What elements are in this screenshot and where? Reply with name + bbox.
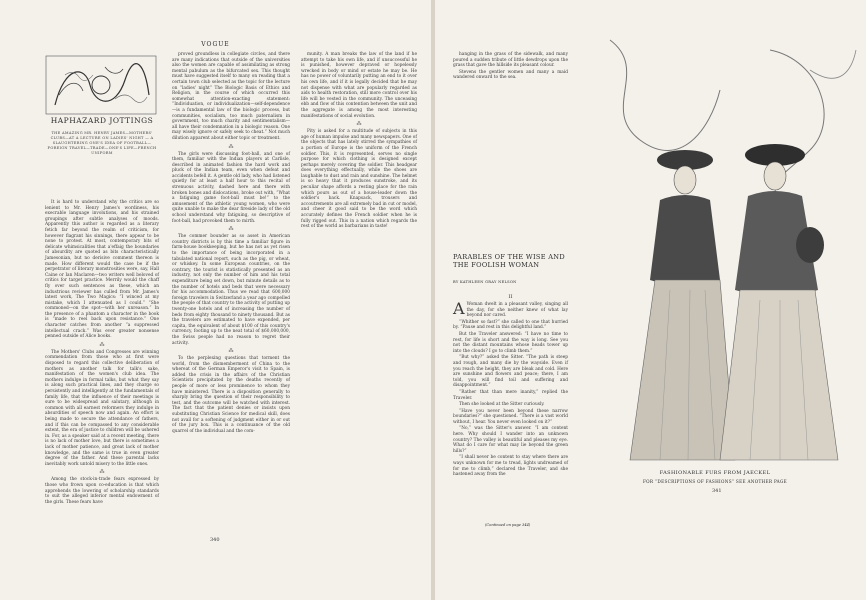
story-title: PARABLES OF THE WISE AND THE FOOLISH WOMAN: [453, 253, 565, 269]
paragraph: “Whither so fast?” she called to one that hurried by. “Pause and rest in this delightful land.”: [453, 319, 568, 331]
page-number: 341: [712, 488, 722, 494]
drop-cap: A: [453, 299, 465, 318]
paragraph: “I shall never be content to stay where there are ways unknown for me to tread, lights undreamed of for me to climb,” declared the Traveler, and she hastened away from the: [453, 455, 568, 478]
paragraph: Pity is asked for a multitude of subjects in this age of human impulse and many newspapers. One of the objects that has lately stirred the sympathies of a portion of Europe is the uniform of the French soldier. This, it is represented, serves no single purpose for which clothing is designed except perhaps merely covering the soldier. This headgear does everything effectually, while the shoes are laughable to dust and rain and sunshine. The helmet is so heavy that it produces sunstroke, and its peculiar shape affords a resting place for the rain which pours as out of a house-leader down the soldier's back. Knapsack, trousers and accoutrements are all extremely bad in cut or model, and cheer it good said to be the word which accurately defines the French soldier when he is fully rigged out. This in a nation which regards the rest of the world as barbarians in taste!: [301, 129, 417, 230]
paragraph: But the Traveler answered: “I have no time to rest, for life is short and the way is long. See you not the distant mountains whose heads tower up into the clouds? I go to climb them.”: [453, 331, 568, 354]
paragraph: The Mothers' Clubs and Congresses are winning commendation from those who at first were disposed to regard this collective deliberation of mothers as another talk for talk's sake, manifestation of the women's club idea. The mothers indulge in formal talks, but what they say is along such practical lines, and they charge so persistently and intelligently at the fundamentals of family life, that the influence of their meetings is sure to be widespread and salutary, although in common with all earnest reformers they indulge in absurdities of speech now and again. An effort is being made to secure the attendance of fathers, and if this can be compassed to any considerable extent, the era of justice to children will be ushered in. For, as a speaker said at a recent meeting, there is no lack of mother love, but there is sometimes a lack of mother patience, and great lack of mother knowledge, and the same is true in even greater degree of the father. And these parental lacks inevitably work untold misery to the little ones.: [45, 349, 159, 467]
asterism-separator: ⁂: [228, 348, 234, 355]
column-1: [45, 200, 159, 506]
paragraph: hanging in the grass of the sidewalk, and many poured a sudden tribute of little dewdrops upon the grass that gave the hillside its pleasant colour.: [453, 52, 568, 69]
page-number: 340: [210, 537, 220, 543]
column-2: [172, 52, 290, 435]
paragraph: “No,” was the Sitter's answer. “I am content here. Why should I wander into an unknown country? The valley is beautiful and pleases my eye. What do I care for what may lie beyond the green hills?”: [453, 426, 568, 454]
story-column: [453, 292, 568, 479]
section-numeral: II: [508, 294, 513, 300]
paragraph: [453, 299, 568, 319]
title-ornament-logo: [45, 55, 157, 115]
paragraph: “Have you never been beyond these narrow boundaries?” she questioned. “There is a vast world without, I hear. You never even looked on it?”: [453, 408, 568, 425]
article-title: HAPHAZARD JOTTINGS: [50, 116, 154, 125]
illustration-caption: FASHIONABLE FURS FROM JAECKEL: [659, 470, 771, 476]
asterism-separator: ⁂: [228, 226, 234, 233]
paragraph: The commer bounder as so asset in American country districts is by this time a familiar figure in farm-house bookkeeping, but he has not as yet risen to the importance of being incorporated in a tabulated national report, such as the pig, or wheat, or whiskey. In some European countries, on the contrary, the tourist is statistically presented as an industry, not only the number of him and his total expenditure being set down, but minute details as to the number of hotels and beds that were necessary for his accommodation. Thus we read that 600,000 foreign travelers in Switzerland a year ago compelled the people of that country to the activity of putting up twenty-one hotels and of increasing the number of beds from eighty thousand to ninety thousand. But as the travelers are estimated to have expended, per capita, the equivalent of about $100 of this country's currency, footing up to the neat total of $60,000,000, the Swiss people had no reason to regret their activity.: [172, 234, 290, 346]
left-page: [0, 0, 431, 600]
asterism-separator: ⁂: [99, 469, 105, 476]
paragraph: Among the stock-in-trade fears expressed by those who frown upon co-education is that which apprehends the lowering of scholarship standards to suit the alleged inferior mental endowment of the girls. These fears have: [45, 477, 159, 505]
illustration-caption-note: FOR “DESCRIPTIONS OF FASHIONS” SEE ANOTHER PAGE: [642, 479, 788, 484]
paragraph: “Rather that than mere inanity,” replied the Traveler.: [453, 389, 568, 401]
paragraph: To the perplexing questions that torment the world, from the dismemberment of China to the whereat of the German Emperor's visit to Spain, is added the crisis in the affairs of the Christian Scientists precipitated by the deaths recently of people of more or less prominence to whom they have ministered. There is a disposition generally to sharply bring the question of their responsibility to test, and the outcome will be watched with interest. The fact that the patient denies or insists upon substituting Christian Science for medical skill, does not avail for a softening of judgment either in or out of the jury box. This is a continuance of the old quarrel of the individual and the com-: [172, 356, 290, 434]
paragraph: Then she looked at the Sitter curiously.: [459, 402, 545, 408]
right-page: [435, 0, 866, 600]
paragraph: “But why?” asked the Sitter. “The path is steep and rough, and many die by the wayside. Even if you reach the height, they are bleak and cold. Here are sunshine and flowers and peace; there, I am told, you will find toil and suffering and disappointment.”: [453, 355, 568, 389]
paragraph: proved groundless in collegiate circles, and there are many indications that outside of the universities also the women are capable of assimilating as strong mental pabulum as the bifurcated sex. This thought must have suggested itself to many on reading that a certain town club selected as the topic for the lecture on “ladies' night” The Biologic Basis of Ethics and Religion, in the course of which occurred this somewhat attention-exacting statement: “Individuation, or individualization—self-dependence—is a fundamental law of the biologic process, but communities, socialism, too much paternalism in government, too much charity and sentimentalism—all have their condemnation in a biologic reason. One may wisely ignore or safely seek to cheat.” Not much dilution apparent about either topic or treatment.: [172, 52, 290, 141]
paragraph: It is hard to understand why the critics are so lenient to Mr. Henry James's wordiness, his execrable language involutions, and his strained groupings after subtle analyses of moods. Apparently this author is regarded as a literary fetich far beyond the realm of criticism, for however flagrant his sinnings, there appear to be none to protest. At most, contemporary bits of delicate whimsicalities that a'effaig the boundaries of absurdity are quoted as bits characteristically Jamesonian, but no derisive comment thereon is made. How different would the case be if the perpetrator of literary monstrosities were, say, Hall Caine or Ian Maclaren—two writers well beloved of critics for target practice. Merrily would the chaff fly over such sentences as these, which an industrious reviewer has culled from Mr. James's latest work, The Two Magics: “I winced at my mistake, which I attenuated as I could.” “She commoned—on the spot—with her unreason.” In the presence of a phantom a character in the book is “made to reel back upon resistance.” One character catches from another “a suppressed intellectual crack.” Was ever greater nonsense penned outside of Alice books.: [45, 200, 159, 340]
asterism-separator: ⁂: [99, 341, 105, 348]
paragraph-text: Woman dwelt in a pleasant valley, singing all the day, for she neither knew of what lay beyond nor cared.: [466, 302, 568, 319]
asterism-separator: ⁂: [356, 121, 362, 128]
article-subtitle: THE AMAZING MR. HENRY JAMES—MOTHERS' CLUBS—AT A LECTURE ON LADIES' NIGHT — A SLAUGHTERING ONE'S IDEA OF FOOTBALL—FOREIGN TRAVEL—TRADE—ONE'S LIFE—FRENCH UNIFORM: [47, 131, 157, 155]
continued-note: (Continued on page 344): [485, 523, 531, 527]
asterism-separator: ⁂: [228, 143, 234, 150]
paragraph: Stevens the gentler women and many a maid wandered onward to the sea.: [453, 69, 568, 81]
paragraph: The girls were discussing foot-ball, and one of them, familiar with the Indian players at Carlisle, described in animated fashion the hard work and pluck of the Indian team, even when defeat and accidents befell it. A gentle old lady, who had listened quietly for at least a half hour to this recital of strenuous activity, dashed here and there with broken bones and dislocations, broke out with, “What a fatiguing game foot-ball must be!” to the amusement of the athletic young women, who were quite unable to make the dear fireside lady of the old school understand why fatiguing, so descriptive of foot-ball, had provoked them to mirth.: [172, 151, 290, 224]
column-continued: [453, 52, 568, 82]
fashion-illustration: [570, 30, 860, 470]
paragraph: munity. A man breaks the law of the land if he attempt to take his own life, and if unsuccessful he is punished, however depraved or hopelessly wrecked in body or mind or estate he may be. He has no power of voluntarily putting an end to it over his own life, and if it is legally decided that he may not dispense with what are popularly regarded as aids to health restoration, still more control over his life will be vested in the community. The unceasing ebb and flow of this contention between the unit and the aggregate is among the most interesting manifestations of social evolution.: [301, 52, 417, 119]
running-head: VOGUE: [201, 41, 230, 48]
story-byline: BY KATHLEEN GRAY NELSON: [453, 280, 517, 284]
column-3: [301, 52, 417, 231]
